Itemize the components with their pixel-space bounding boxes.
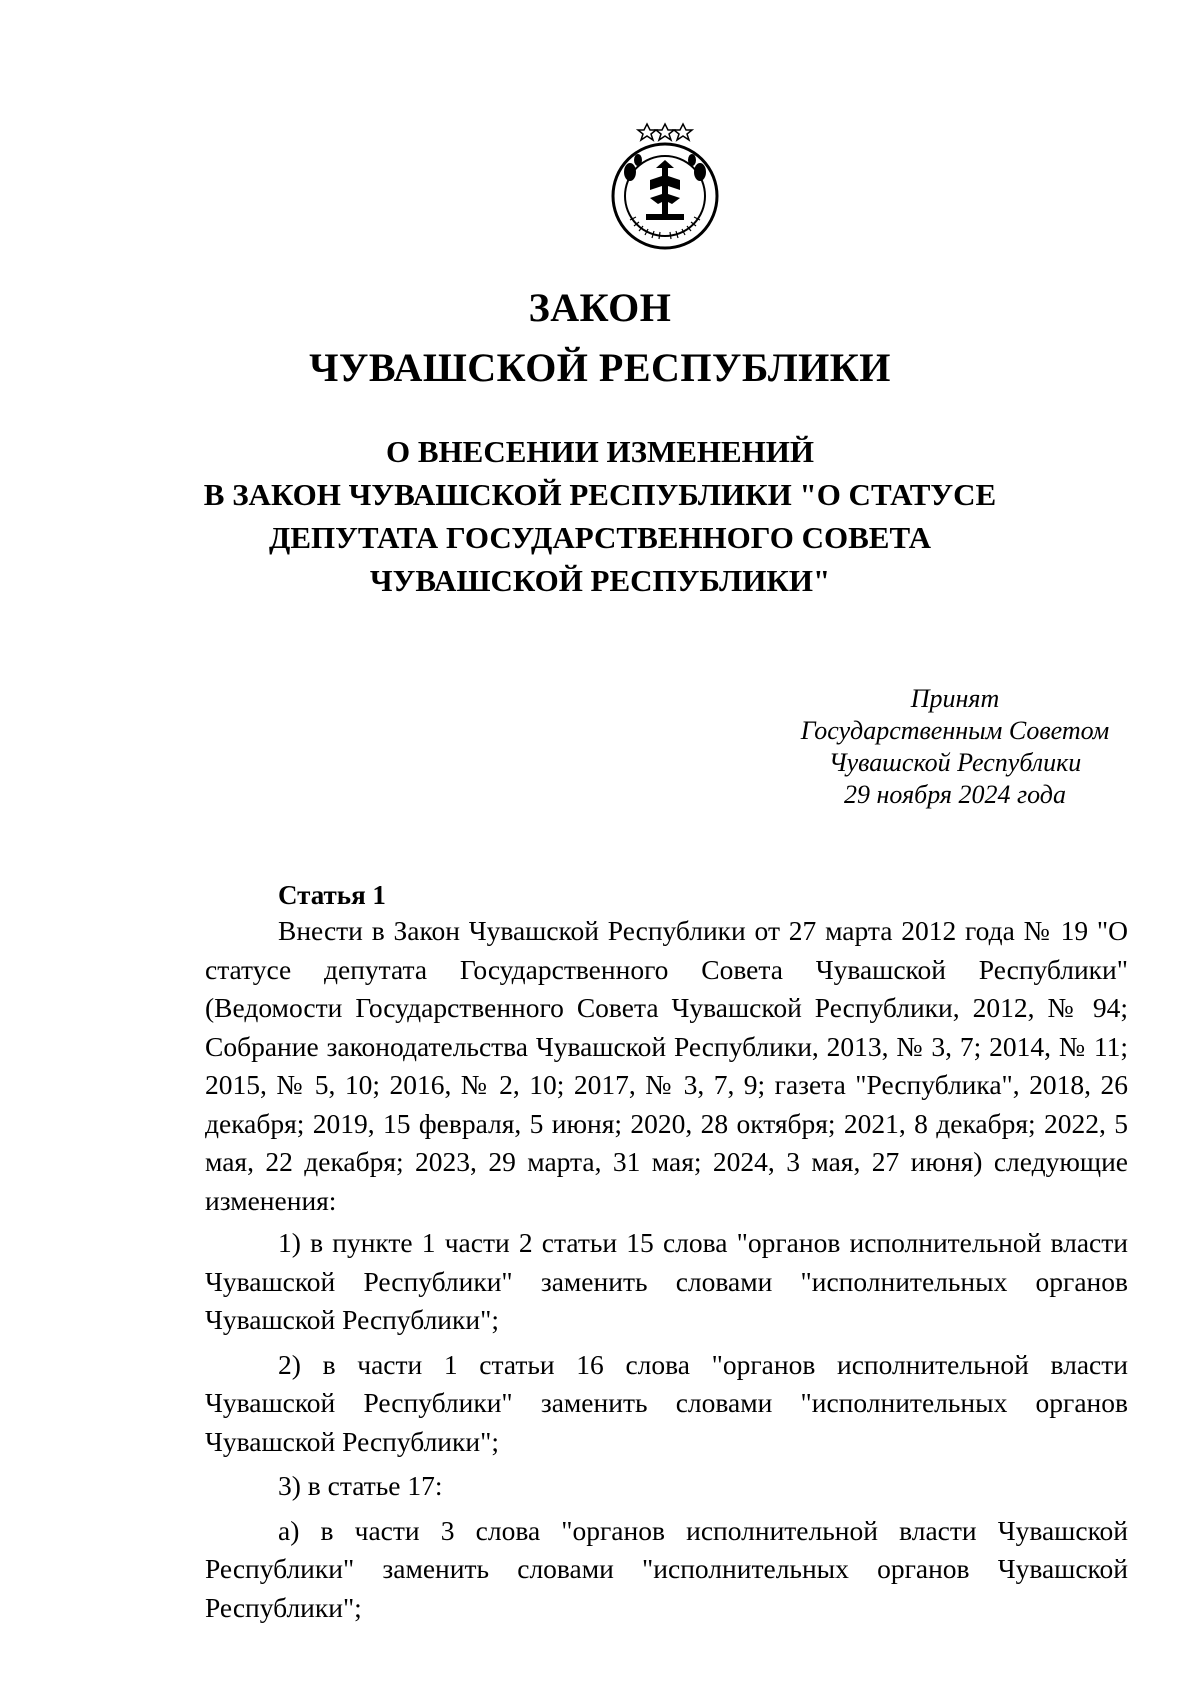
adoption-line: Государственным Советом [800,716,1110,745]
article-paragraph: а) в части 3 слова "органов исполнительной власти Чувашской Республики" заменить словами "исполнительных органов Чувашской Республики"; [205,1514,1128,1623]
adoption-note [770,683,1140,811]
chuvash-emblem-icon [610,120,720,250]
subject-line: О ВНЕСЕНИИ ИЗМЕНЕНИЙ [385,434,815,469]
article-heading: Статья 1 [278,880,386,910]
article-paragraph: 3) в статье 17: [278,1470,443,1501]
law-issuer: ЧУВАШСКОЙ РЕСПУБЛИКИ [309,345,891,390]
adoption-line: Чувашской Республики [828,748,1082,777]
law-title: ЗАКОН [528,285,672,330]
article-paragraph: Внести в Закон Чувашской Республики от 27 марта 2012 года № 19 "О статусе депутата Государственного Совета Чувашской Республики" (Ведомости Государственного Совета Чувашской Республики, 2012, № 94; Собрание законодательства Чувашской Республики, 2013, № 3, 7; 2014, № 11; 2015, № 5, 10; 2016, № 2, 10; 2017, № 3, 7, 9; газета "Республика", 2018, 26 декабря; 2019, 15 февраля, 5 июня; 2020, 28 октября; 2021, 8 декабря; 2022, 5 мая, 22 декабря; 2023, 29 марта, 31 мая; 2024, 3 мая, 27 июня) следующие изменения: [205,915,1128,1216]
article-body [205,912,1128,1633]
law-subject [0,430,1200,602]
subject-line: В ЗАКОН ЧУВАШСКОЙ РЕСПУБЛИКИ "О СТАТУСЕ [203,477,997,512]
adoption-date: 29 ноября 2024 года [844,780,1066,809]
adoption-line: Принят [910,684,1000,713]
article-paragraph: 2) в части 1 статьи 16 слова "органов исполнительной власти Чувашской Республики" заменить словами "исполнительных органов Чувашской Республики"; [205,1348,1128,1457]
subject-line: ЧУВАШСКОЙ РЕСПУБЛИКИ" [369,563,831,598]
subject-line: ДЕПУТАТА ГОСУДАРСТВЕННОГО СОВЕТА [269,520,931,555]
article-paragraph: 1) в пункте 1 части 2 статьи 15 слова "органов исполнительной власти Чувашской Республики" заменить словами "исполнительных органов Чувашской Республики"; [205,1227,1128,1335]
